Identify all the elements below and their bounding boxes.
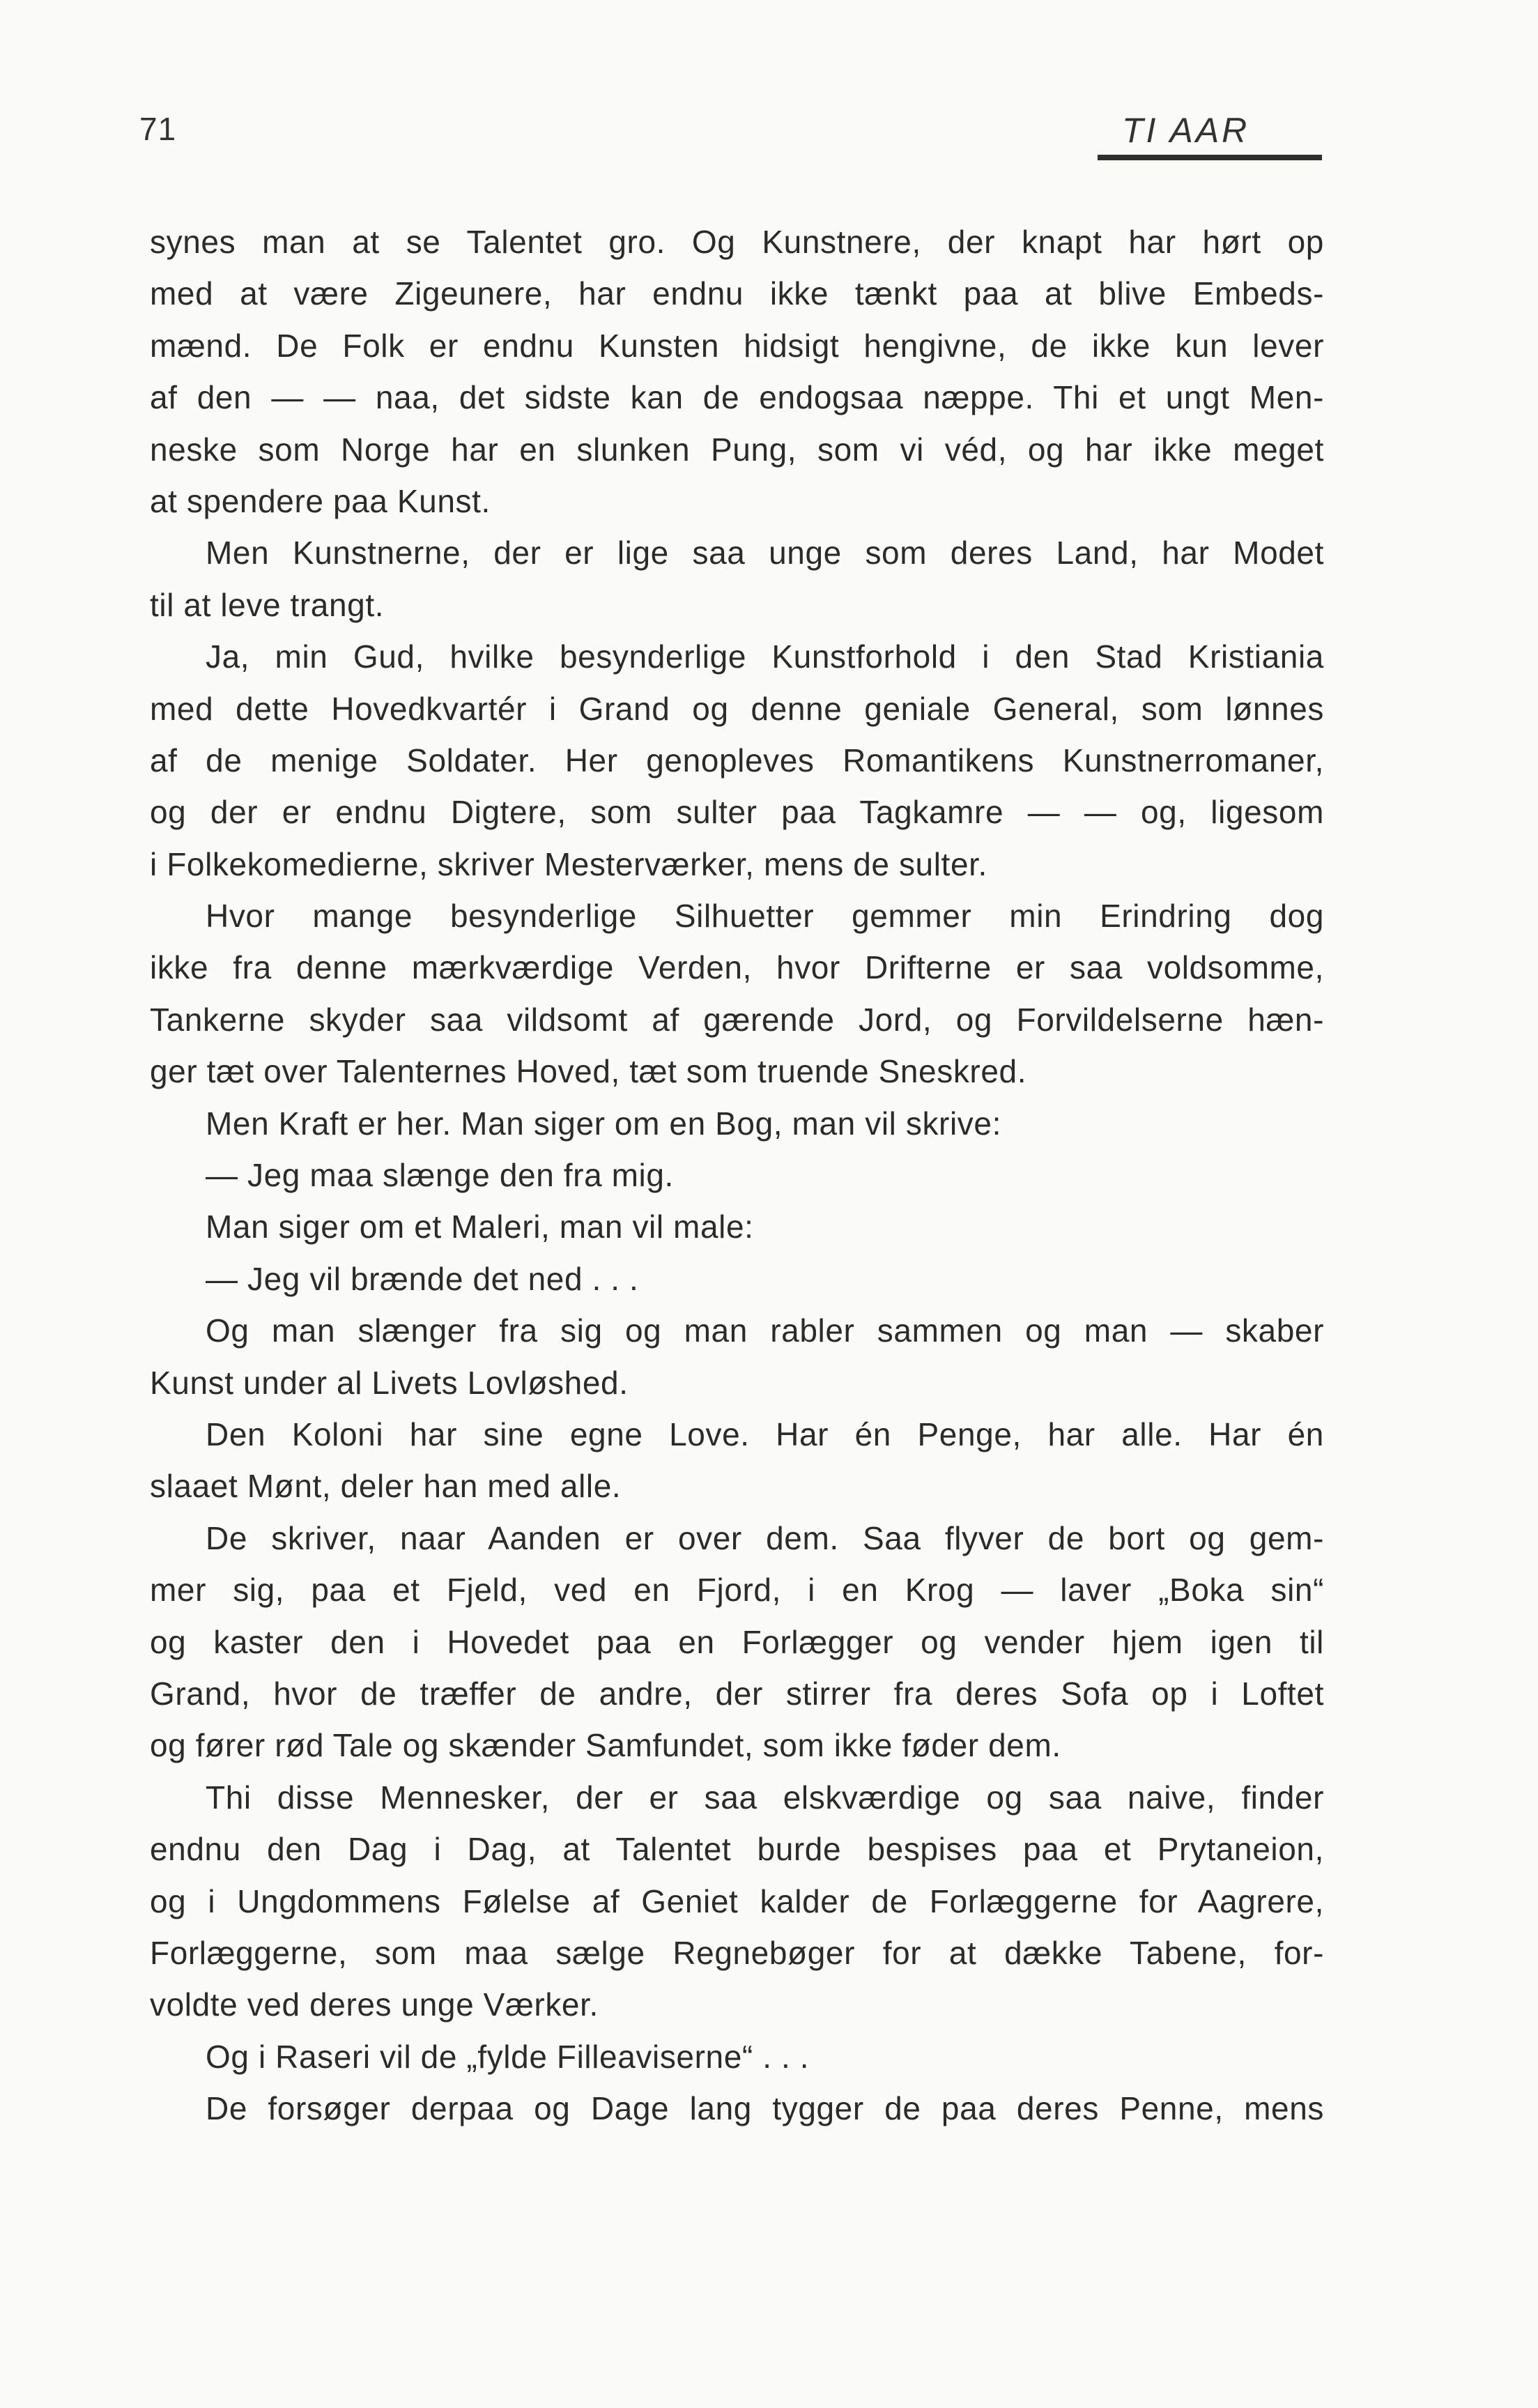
- text-line: ger tæt over Talenternes Hoved, tæt som truende Sneskred.: [150, 1053, 1027, 1090]
- text-line: i Folkekomedierne, skriver Mesterværker, mens de sulter.: [150, 845, 987, 882]
- text-line: at spendere paa Kunst.: [150, 482, 491, 519]
- text-line: til at leve trangt.: [150, 586, 385, 623]
- text-line: — Jeg vil brænde det ned . . .: [206, 1260, 639, 1297]
- text-line: neske som Norge har en slunken Pung, som vi véd, og har ikke meget: [150, 431, 1324, 468]
- text-line: Ja, min Gud, hvilke besynderlige Kunstforhold i den Stad Kristiania: [206, 638, 1324, 675]
- text-line: Den Koloni har sine egne Love. Har én Penge, har alle. Har én: [206, 1416, 1324, 1452]
- text-line: Thi disse Mennesker, der er saa elskværdige og saa naive, finder: [206, 1779, 1324, 1816]
- text-line: Kunst under al Livets Lovløshed.: [150, 1364, 629, 1401]
- text-line: synes man at se Talentet gro. Og Kunstnere, der knapt har hørt op: [150, 224, 1324, 260]
- text-line: slaaet Mønt, deler han med alle.: [150, 1468, 622, 1505]
- text-line: Grand, hvor de træffer de andre, der stirrer fra deres Sofa op i Loftet: [150, 1675, 1324, 1712]
- text-line: mænd. De Folk er endnu Kunsten hidsigt hengivne, de ikke kun lever: [150, 327, 1324, 364]
- page-number: 71: [139, 111, 177, 147]
- text-line: Hvor mange besynderlige Silhuetter gemmer min Erindring dog: [206, 898, 1324, 935]
- text-line: Og i Raseri vil de „fylde Filleaviserne“ . . .: [206, 2038, 810, 2075]
- text-line: og der er endnu Digtere, som sulter paa Tagkamre — — og, ligesom: [150, 794, 1324, 831]
- body-text: [150, 216, 1324, 2134]
- text-line: Man siger om et Maleri, man vil male:: [206, 1209, 754, 1245]
- text-line: mer sig, paa et Fjeld, ved en Fjord, i en Krog — laver „Boka sin“: [150, 1572, 1324, 1609]
- text-line: Men Kraft er her. Man siger om en Bog, man vil skrive:: [206, 1105, 1001, 1142]
- text-line: med dette Hovedkvartér i Grand og denne geniale General, som lønnes: [150, 690, 1324, 727]
- header-rule: [1098, 155, 1322, 160]
- text-line: og fører rød Tale og skænder Samfundet, som ikke føder dem.: [150, 1727, 1061, 1764]
- running-title: TI AAR: [1122, 111, 1250, 150]
- text-line: Og man slænger fra sig og man rabler sammen og man — skaber: [206, 1312, 1324, 1349]
- text-line: Men Kunstnerne, der er lige saa unge som deres Land, har Modet: [206, 535, 1324, 572]
- text-line: ikke fra denne mærkværdige Verden, hvor Drifterne er saa voldsomme,: [150, 949, 1324, 986]
- text-line: af de menige Soldater. Her genopleves Romantikens Kunstnerromaner,: [150, 742, 1324, 779]
- text-line: endnu den Dag i Dag, at Talentet burde bespises paa et Prytaneion,: [150, 1831, 1324, 1868]
- text-line: Forlæggerne, som maa sælge Regnebøger for at dække Tabene, for-: [150, 1934, 1324, 1971]
- text-line: De skriver, naar Aanden er over dem. Saa flyver de bort og gem-: [206, 1519, 1324, 1556]
- text-line: Tankerne skyder saa vildsomt af gærende Jord, og Forvildelserne hæn-: [150, 1001, 1324, 1038]
- text-line: De forsøger derpaa og Dage lang tygger de paa deres Penne, mens: [206, 2090, 1324, 2127]
- text-line: med at være Zigeunere, har endnu ikke tænkt paa at blive Embeds-: [150, 275, 1324, 312]
- text-line: voldte ved deres unge Værker.: [150, 1986, 599, 2023]
- text-line: og i Ungdommens Følelse af Geniet kalder de Forlæggerne for Aagrere,: [150, 1882, 1324, 1919]
- text-line: af den — — naa, det sidste kan de endogsaa næppe. Thi et ungt Men-: [150, 379, 1324, 416]
- text-line: — Jeg maa slænge den fra mig.: [206, 1157, 674, 1194]
- text-line: og kaster den i Hovedet paa en Forlægger og vender hjem igen til: [150, 1623, 1324, 1660]
